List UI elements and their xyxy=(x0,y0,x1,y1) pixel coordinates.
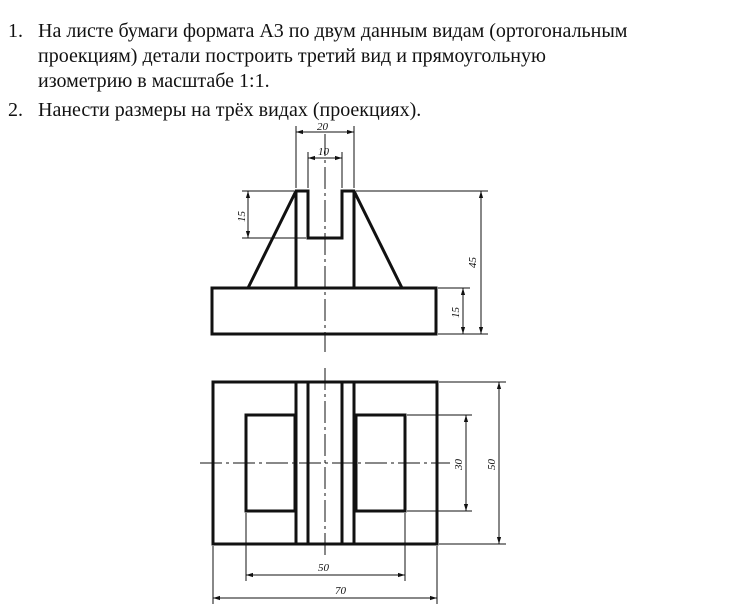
task-1-line-2: проекциям) детали построить третий вид и прямоугольную xyxy=(38,45,546,67)
top-view xyxy=(200,368,506,604)
dim-20-label: 20 xyxy=(317,121,328,133)
dim-15-base-label: 15 xyxy=(450,307,462,318)
dim-10-label: 10 xyxy=(318,146,329,158)
task-1-line-3: изометрию в масштабе 1:1. xyxy=(38,70,270,92)
task-2-line-1: Нанести размеры на трёх видах (проекциях). xyxy=(38,99,422,121)
dim-50-right-label: 50 xyxy=(486,459,498,470)
task-1-line-1: На листе бумаги формата А3 по двум данным видам (ортогональным xyxy=(38,20,628,42)
front-view xyxy=(212,121,488,352)
dim-45-label: 45 xyxy=(467,257,479,268)
dim-30-label: 30 xyxy=(453,459,465,470)
task-1-number: 1. xyxy=(8,20,23,42)
front-base xyxy=(212,288,436,334)
dim-50-bottom-label: 50 xyxy=(318,562,329,574)
task-2-number: 2. xyxy=(8,99,23,121)
dim-70-label: 70 xyxy=(335,585,346,597)
dim-15-rib-label: 15 xyxy=(236,211,248,222)
front-dimensions xyxy=(242,126,488,334)
